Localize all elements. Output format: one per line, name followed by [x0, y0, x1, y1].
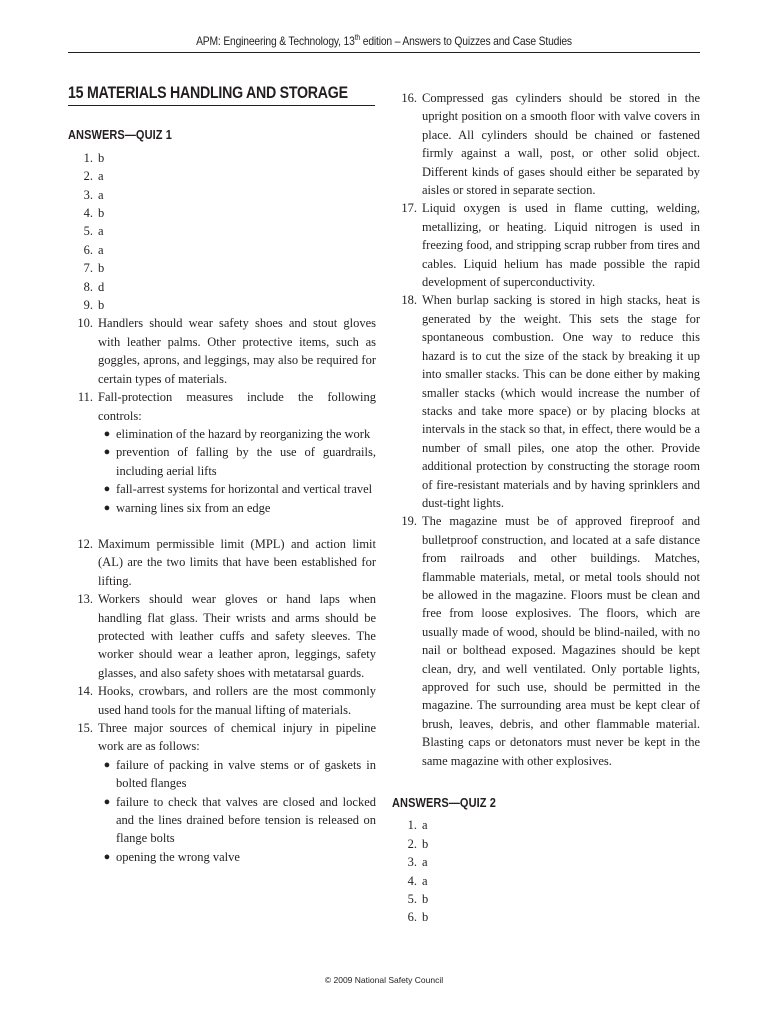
answer-text: b — [422, 836, 429, 851]
answer-item — [392, 908, 700, 926]
answer-text: b — [98, 206, 105, 221]
answer-text: b — [98, 261, 105, 276]
answer-number: 3. — [407, 855, 417, 870]
quiz2-heading: ANSWERS—QUIZ 2 — [392, 796, 496, 811]
answer-item — [68, 241, 376, 259]
quiz2-answer-list — [392, 816, 700, 926]
answer-number: 2. — [83, 169, 93, 184]
answer-text: b — [98, 298, 105, 313]
answer-item — [68, 186, 376, 204]
answer-item — [68, 296, 376, 314]
answer-item-16 — [392, 89, 700, 199]
bullet-item — [98, 756, 376, 793]
answer-item — [392, 890, 700, 908]
answer-text: a — [422, 873, 428, 888]
answer-item — [68, 204, 376, 222]
answer-number: 17. — [401, 201, 417, 216]
bullet-icon: ● — [103, 758, 111, 771]
bullet-item — [98, 793, 376, 848]
answer-text: The magazine must be of approved fireproof and bulletproof construction, and located at a safe distance from railroads and other buildings. Matches, flammable materials, metal, or metal tools should not be allowed in the magazine. Floors must be clean and free from loose explosives. The floors, which are usually made of wood, should be blind-nailed, with no nail or bolthead exposed. Magazines should be kept clean, dry, and well ventilated. Only portable lights, approved for such use, should be permitted in the magazine. The surrounding area must be kept clear of brush, leaves, debris, and other flammable material. Blasting caps or detonators must never be kept in the same magazine with other explosives. — [422, 514, 700, 768]
answer-text: Fall-protection measures include the following controls: — [98, 390, 376, 423]
bullet-item — [98, 443, 376, 480]
answer-body — [98, 719, 376, 866]
quiz1-heading: ANSWERS—QUIZ 1 — [68, 128, 172, 143]
answer-item-18 — [392, 291, 700, 512]
answer-text: a — [98, 242, 104, 257]
answer-item — [392, 853, 700, 871]
spacer — [68, 517, 376, 535]
answer-number: 4. — [407, 873, 417, 888]
answer-item — [392, 816, 700, 834]
answer-number: 19. — [401, 514, 417, 529]
answer-number: 6. — [407, 910, 417, 925]
answer-item — [392, 835, 700, 853]
bullet-item — [98, 499, 376, 517]
answer-item-14 — [68, 682, 376, 719]
answer-number: 5. — [407, 892, 417, 907]
answer-text: When burlap sacking is stored in high stacks, heat is generated by the weight. This sets the stage for spontaneous combustion. One way to reduce this hazard is to cut the size of the stack by breaking it up into smaller stacks. This can be done either by making smaller stacks (which would increase the number of stacks and take more space) or by placing blocks at intervals in the stack so that, in effect, there would be a number of small piles, one atop the other. Provide additional protection by constructing the storage room of fire-resistant materials and by having sprinklers and dust-tight lights. — [422, 293, 700, 510]
bullet-item — [98, 480, 376, 498]
answer-item-15 — [68, 719, 376, 866]
bullet-text: fall-arrest systems for horizontal and vertical travel — [116, 482, 373, 497]
answer-text: Workers should wear gloves or hand laps when handling flat glass. Their wrists and arms should be protected with leather cuffs and safety sleeves. The worker should wear a leather apron, leggings, safety glasses, and also safety shoes with metatarsal guards. — [98, 592, 376, 680]
running-header — [112, 33, 656, 48]
answer-item — [68, 149, 376, 167]
answer-item-17 — [392, 199, 700, 291]
answer-text: Handlers should wear safety shoes and stout gloves with leather palms. Other protective items, such as goggles, aprons, and leggings, may also be required for certain types of materials. — [98, 316, 376, 386]
answer-number: 3. — [83, 187, 93, 202]
header-text: APM: Engineering & Technology, 13 — [196, 34, 355, 48]
answer-number: 14. — [77, 684, 93, 699]
answer-number: 9. — [83, 298, 93, 313]
answer-item — [392, 872, 700, 890]
answer-number: 1. — [407, 818, 417, 833]
answer-text: b — [98, 150, 105, 165]
answer-text: Liquid oxygen is used in flame cutting, welding, metallizing, or heating. Liquid nitrogen is used in freezing food, and stripping scrap rubber from tires and cables. Liquid helium has made possible the rapid development of superconductivity. — [422, 201, 700, 290]
answer-number: 6. — [83, 242, 93, 257]
answer-number: 13. — [77, 592, 93, 607]
bullet-icon: ● — [103, 427, 111, 440]
right-column — [392, 89, 700, 927]
bullet-icon: ● — [103, 795, 111, 808]
answer-number: 16. — [401, 91, 417, 105]
answer-text: a — [98, 187, 104, 202]
bullet-icon: ● — [103, 501, 111, 514]
answer-number: 4. — [83, 206, 93, 221]
header-rule — [68, 52, 700, 53]
answer-number: 2. — [407, 836, 417, 851]
bullet-text: elimination of the hazard by reorganizing the work — [116, 426, 371, 441]
answer-item-10 — [68, 314, 376, 388]
answer-number: 5. — [83, 224, 93, 239]
answer-text: b — [422, 892, 429, 907]
answer-number: 15. — [77, 721, 93, 735]
answer-number: 11. — [77, 390, 93, 405]
chapter-title: 15 MATERIALS HANDLING AND STORAGE — [68, 84, 375, 106]
page-footer: © 2009 National Safety Council — [324, 975, 444, 985]
answer-text: Maximum permissible limit (MPL) and action limit (AL) are the two limits that have been established for lifting. — [98, 536, 376, 588]
answer-item-19 — [392, 512, 700, 770]
quiz1-answer-list-continued — [392, 89, 700, 770]
answer-item — [68, 259, 376, 277]
bullet-icon: ● — [103, 446, 111, 459]
answer-text: a — [98, 169, 104, 184]
answer-number: 7. — [83, 261, 93, 276]
bullet-text: warning lines six from an edge — [116, 500, 271, 515]
answer-text: a — [422, 855, 428, 870]
answer-number: 10. — [77, 316, 93, 331]
header-text-end: edition – Answers to Quizzes and Case Studies — [360, 34, 572, 48]
answer-item-12 — [68, 535, 376, 590]
answer-text: Compressed gas cylinders should be stored in the upright position on a smooth floor with valve covers in place. All cylinders should be chained or fastened firmly against a wall, post, or other solid object. Different kinds of gases should either be separated by aisles or stored in separate section. — [422, 91, 700, 198]
bullet-icon: ● — [103, 850, 111, 863]
header-superscript: th — [354, 33, 361, 42]
bullet-item — [98, 848, 376, 866]
bullet-icon: ● — [103, 483, 111, 496]
answer-text: d — [98, 279, 105, 294]
answer-item — [68, 278, 376, 296]
answer-text: b — [422, 910, 429, 925]
left-column — [68, 84, 376, 866]
answer-text: a — [98, 224, 104, 239]
bullet-text: prevention of falling by the use of guardrails, including aerial lifts — [116, 445, 376, 478]
section-spacer — [392, 770, 700, 794]
bullet-text: failure to check that valves are closed and locked and the lines drained before tension is released on flange bolts — [116, 794, 376, 846]
bullet-item — [98, 425, 376, 443]
answer-number: 18. — [401, 293, 417, 308]
quiz1-answer-list — [68, 149, 376, 866]
bullet-list — [98, 425, 376, 517]
bullet-list — [98, 756, 376, 866]
bullet-text: opening the wrong valve — [116, 849, 240, 864]
answer-number: 1. — [83, 150, 93, 165]
answer-item — [68, 167, 376, 185]
answer-text: Hooks, crowbars, and rollers are the most commonly used hand tools for the manual lifting of materials. — [98, 684, 376, 717]
answer-body — [98, 388, 376, 517]
answer-text: a — [422, 818, 428, 833]
answer-number: 8. — [83, 279, 93, 294]
answer-number: 12. — [77, 536, 93, 551]
answer-item — [68, 222, 376, 240]
answer-text: Three major sources of chemical injury in pipeline work are as follows: — [98, 721, 376, 754]
bullet-text: failure of packing in valve stems or of gaskets in bolted flanges — [116, 757, 376, 791]
answer-item-13 — [68, 590, 376, 682]
answer-item-11 — [68, 388, 376, 517]
